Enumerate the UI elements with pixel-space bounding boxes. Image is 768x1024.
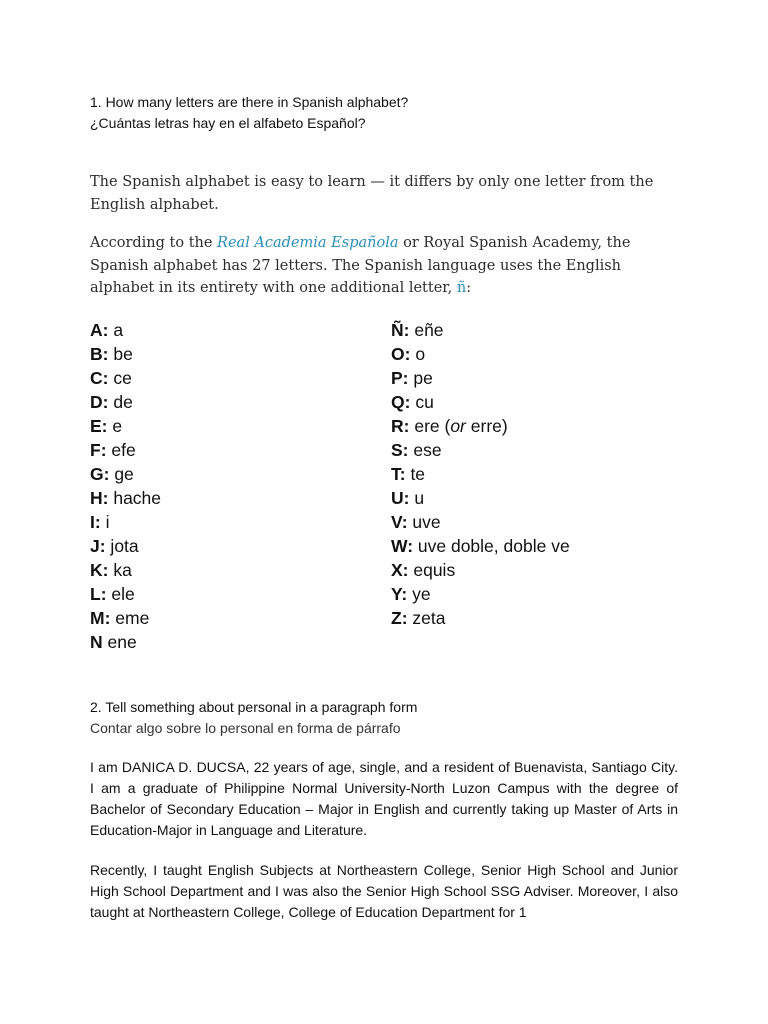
alphabet-letter: F: — [90, 440, 107, 460]
alphabet-row — [90, 630, 161, 654]
alphabet-letter: D: — [90, 392, 109, 412]
alphabet-row — [90, 582, 161, 606]
alphabet-row — [90, 606, 161, 630]
alphabet-row — [391, 486, 570, 510]
alphabet-row — [90, 438, 161, 462]
alphabet-letter-name: te — [405, 464, 426, 484]
question-1-english: 1. How many letters are there in Spanish alphabet? — [90, 94, 409, 110]
alphabet-letter: J: — [90, 536, 106, 556]
alphabet-letter: U: — [391, 488, 410, 508]
alphabet-row — [391, 414, 570, 438]
alphabet-letter: Z: — [391, 608, 408, 628]
alphabet-row — [391, 582, 570, 606]
alphabet-letter-name: uve doble, doble ve — [413, 536, 570, 556]
alphabet-letter-name: equis — [408, 560, 456, 580]
alphabet-letter: I: — [90, 512, 101, 532]
alphabet-row — [90, 390, 161, 414]
alphabet-letter: B: — [90, 344, 109, 364]
alphabet-letter-name: ka — [108, 560, 132, 580]
alphabet-letter: X: — [391, 560, 409, 580]
alphabet-letter-name: cu — [410, 392, 434, 412]
alphabet-row — [90, 486, 161, 510]
alphabet-letter-name: ere ( — [409, 416, 451, 436]
alphabet-row — [90, 534, 161, 558]
alphabet-letter: R: — [391, 416, 410, 436]
alphabet-letter: W: — [391, 536, 414, 556]
intro-paragraph-2 — [90, 232, 680, 300]
alphabet-letter-name: be — [108, 344, 133, 364]
intro-text-after: : — [466, 280, 472, 296]
alphabet-letter-name: o — [410, 344, 426, 364]
alphabet-letter: Q: — [391, 392, 411, 412]
alphabet-letter: G: — [90, 464, 110, 484]
alphabet-row — [90, 558, 161, 582]
alphabet-letter-name: ene — [102, 632, 137, 652]
alphabet-row — [391, 438, 570, 462]
intro-text-before: According to the — [90, 235, 218, 251]
alphabet-letter-name: uve — [407, 512, 441, 532]
alphabet-row — [90, 462, 161, 486]
alphabet-letter: C: — [90, 368, 109, 388]
alphabet-letter: L: — [90, 584, 107, 604]
alphabet-row — [391, 606, 570, 630]
alphabet-letter-name: ele — [106, 584, 135, 604]
question-1 — [90, 92, 408, 134]
alphabet-letter-name: zeta — [407, 608, 446, 628]
alphabet-row — [391, 462, 570, 486]
alphabet-row — [90, 510, 161, 534]
alphabet-row — [391, 366, 570, 390]
alphabet-row — [391, 342, 570, 366]
alphabet-row — [90, 366, 161, 390]
alphabet-letter: M: — [90, 608, 111, 628]
enye-link[interactable]: ñ — [456, 280, 467, 296]
alphabet-letter: H: — [90, 488, 109, 508]
alphabet-row — [90, 342, 161, 366]
personal-paragraph-1: I am DANICA D. DUCSA, 22 years of age, single, and a resident of Buenavista, Santiago City. I am a graduate of Philippine Normal University-North Luzon Campus with the degree of Bachelor of Secondary Education – Major in English and currently taking up Master of Arts in Education-Major in Language and Literature. — [90, 759, 678, 838]
alphabet-row — [391, 558, 570, 582]
alphabet-letter-name: ge — [109, 464, 134, 484]
question-2 — [90, 697, 417, 739]
alphabet-letter-name: ce — [108, 368, 132, 388]
intro-paragraph-1: The Spanish alphabet is easy to learn — it differs by only one letter from the English alphabet. — [90, 174, 654, 213]
alphabet-letter: O: — [391, 344, 411, 364]
alphabet-letter: E: — [90, 416, 108, 436]
alphabet-letter-name: ye — [407, 584, 431, 604]
rae-link[interactable]: Real Academia Española — [217, 235, 399, 251]
alphabet-column-left — [90, 318, 161, 654]
intro-text-middle: or Royal Spanish Academy, the Spanish alphabet has 27 letters. The Spanish language uses the English alphabet in its entirety with one additional letter, — [90, 235, 631, 296]
alphabet-letter: T: — [391, 464, 406, 484]
alphabet-letter: P: — [391, 368, 409, 388]
alphabet-or-word: or — [450, 416, 466, 436]
alphabet-letter: A: — [90, 320, 109, 340]
alphabet-letter-name: e — [107, 416, 123, 436]
alphabet-letter-name: eme — [110, 608, 150, 628]
alphabet-letter-name: a — [108, 320, 124, 340]
alphabet-letter-name: de — [108, 392, 133, 412]
alphabet-letter-name: u — [409, 488, 425, 508]
alphabet-column-right — [391, 318, 570, 630]
alphabet-letter: Y: — [391, 584, 408, 604]
question-1-spanish: ¿Cuántas letras hay en el alfabeto Español? — [90, 115, 366, 131]
alphabet-letter-name: pe — [408, 368, 433, 388]
alphabet-letter: S: — [391, 440, 409, 460]
alphabet-letter-name: hache — [108, 488, 162, 508]
alphabet-letter-name: efe — [106, 440, 136, 460]
alphabet-letter-name: ese — [408, 440, 442, 460]
alphabet-letter: N — [90, 632, 103, 652]
alphabet-row — [90, 318, 161, 342]
alphabet-letter: V: — [391, 512, 408, 532]
alphabet-row — [391, 510, 570, 534]
alphabet-row — [391, 390, 570, 414]
alphabet-letter-name: jota — [105, 536, 139, 556]
alphabet-row — [391, 534, 570, 558]
personal-paragraph-2: Recently, I taught English Subjects at Northeastern College, Senior High School and Junior High School Department and I was also the Senior High School SSG Adviser. Moreover, I also taught at Northeastern College, College of Education Department for 1 — [90, 862, 678, 920]
alphabet-letter: K: — [90, 560, 109, 580]
alphabet-letter-name-tail: erre) — [465, 416, 508, 436]
alphabet-letter-name: i — [100, 512, 110, 532]
alphabet-letter-name: eñe — [409, 320, 444, 340]
question-2-english: 2. Tell something about personal in a paragraph form — [90, 699, 418, 715]
question-2-spanish: Contar algo sobre lo personal en forma de párrafo — [90, 720, 401, 736]
alphabet-row — [90, 414, 161, 438]
alphabet-row — [391, 318, 570, 342]
alphabet-letter: Ñ: — [391, 320, 410, 340]
